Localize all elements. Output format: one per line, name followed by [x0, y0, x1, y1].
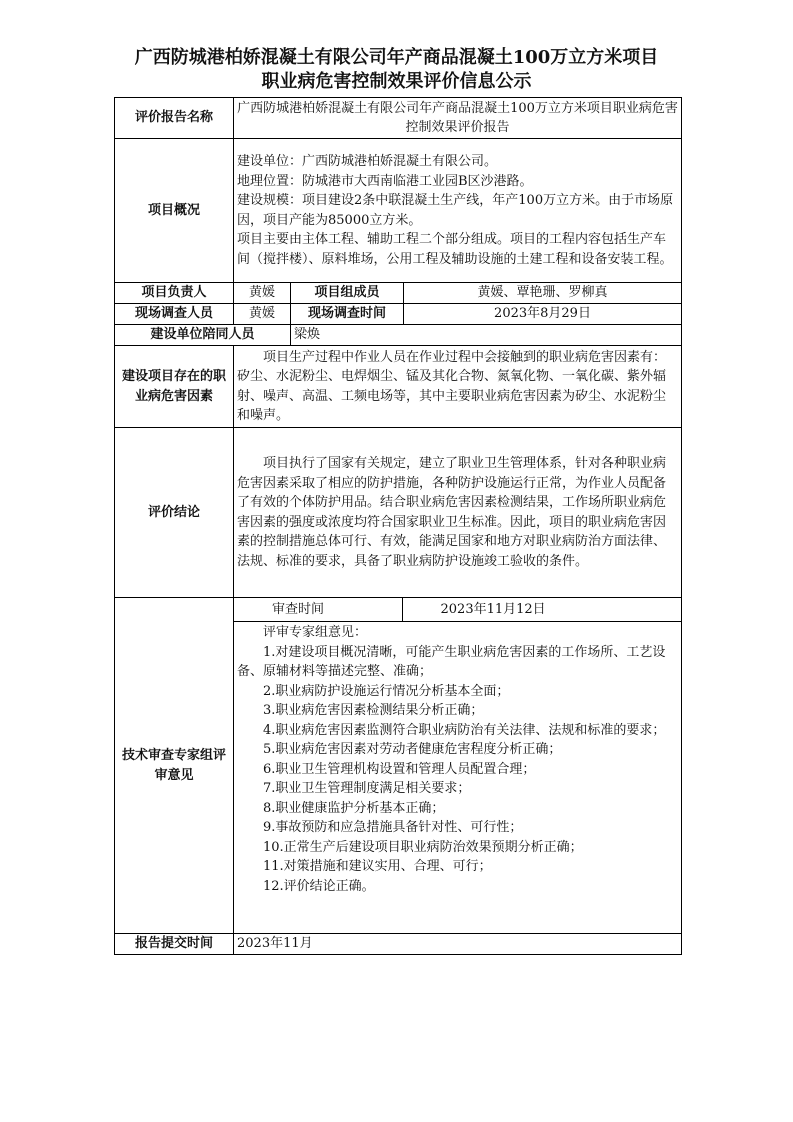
survey-staff-value: 黄媛: [234, 304, 291, 325]
leader-label: 项目负责人: [115, 283, 234, 304]
row-survey: [115, 304, 682, 325]
info-table: [114, 97, 682, 955]
review-item: 3.职业病危害因素检测结果分析正确；: [263, 703, 484, 718]
row-submit: [115, 934, 682, 955]
row-review: [115, 598, 682, 934]
row-overview: [115, 139, 682, 283]
escort-value: 梁焕: [291, 325, 682, 346]
leader-value: 黄媛: [234, 283, 291, 304]
survey-time-value: 2023年8月29日: [404, 304, 682, 325]
review-item: 9.事故预防和应急措施具备针对性、可行性；: [263, 820, 523, 835]
conclusion-value: 项目执行了国家有关规定，建立了职业卫生管理体系，针对各种职业病危害因素采取了相应的防护措施，各种防护设施运行正常，为作业人员配备了有效的个体防护用品。结合职业病危害因素检测结果，工作场所职业病危害因素的强度或浓度均符合国家职业卫生标准。因此，项目的职业病危害因素的控制措施总体可行、有效，能满足国家和地方对职业病防治方面法律、法规、标准的要求，具备了职业病防护设施竣工验收的条件。: [234, 428, 682, 598]
review-time-label: 审查时间: [234, 598, 402, 621]
review-opinion: [234, 621, 681, 896]
submit-value: 2023年11月: [234, 934, 682, 955]
report-name-label: 评价报告名称: [115, 98, 234, 139]
review-item: 7.职业卫生管理制度满足相关要求；: [263, 781, 471, 796]
row-conclusion: [115, 428, 682, 598]
overview-line: 建设单位：广西防城港柏娇混凝土有限公司。: [237, 154, 498, 169]
overview-line: 建设规模：项目建设2条中联混凝土生产线，年产100万立方米。由于市场原因，项目产能为85000立方米。: [237, 193, 674, 228]
members-value: 黄媛、覃艳珊、罗柳真: [404, 283, 682, 304]
review-block: [234, 598, 682, 934]
overview-line: 项目主要由主体工程、辅助工程二个部分组成。项目的工程内容包括生产车间（搅拌楼）、原料堆场，公用工程及辅助设施的土建工程和设备安装工程。: [237, 232, 673, 267]
title-line-1: 广西防城港柏娇混凝土有限公司年产商品混凝土100万立方米项目: [134, 47, 659, 68]
members-label: 项目组成员: [291, 283, 404, 304]
review-item: 8.职业健康监护分析基本正确；: [263, 800, 445, 816]
row-hazards: [115, 346, 682, 428]
conclusion-label: 评价结论: [115, 428, 234, 598]
review-item: 10.正常生产后建设项目职业病防治效果预期分析正确；: [263, 839, 583, 855]
overview-value: [234, 139, 682, 283]
review-item: 1.对建设项目概况清晰，可能产生职业病危害因素的工作场所、工艺设备、原辅材料等描述完整、准确；: [237, 644, 666, 679]
review-item: 12.评价结论正确。: [263, 878, 375, 894]
row-escort: [115, 325, 682, 346]
review-time-table: [234, 598, 681, 621]
review-item: 11.对策措施和建议实用、合理、可行；: [263, 859, 492, 874]
review-time-value: 2023年11月12日: [440, 601, 546, 617]
review-item: 5.职业病危害因素对劳动者健康危害程度分析正确；: [263, 742, 562, 757]
review-opinion-title: 评审专家组意见：: [263, 625, 368, 640]
submit-label: 报告提交时间: [115, 934, 234, 955]
overview-line: 地理位置：防城港市大西南临港工业园B区沙港路。: [237, 173, 533, 189]
document-title: [100, 46, 693, 94]
review-label: 技术审查专家组评审意见: [115, 598, 234, 934]
title-line-2: 职业病危害控制效果评价信息公示: [261, 71, 532, 92]
report-name-value: 广西防城港柏娇混凝土有限公司年产商品混凝土100万立方米项目职业病危害控制效果评价报告: [234, 98, 682, 139]
review-item: 4.职业病危害因素监测符合职业病防治有关法律、法规和标准的要求；: [263, 722, 666, 738]
row-report-name: [115, 98, 682, 139]
survey-staff-label: 现场调查人员: [115, 304, 234, 325]
hazards-value: 项目生产过程中作业人员在作业过程中会接触到的职业病危害因素有：矽尘、水泥粉尘、电焊烟尘、锰及其化合物、氮氧化物、一氧化碳、紫外辐射、噪声、高温、工频电场等，其中主要职业病危害因素为矽尘、水泥粉尘和噪声。: [234, 346, 682, 428]
overview-label: 项目概况: [115, 139, 234, 283]
review-item: 6.职业卫生管理机构设置和管理人员配置合理；: [263, 761, 536, 777]
row-leader: [115, 283, 682, 304]
review-item: 2.职业病防护设施运行情况分析基本全面；: [263, 683, 510, 699]
hazards-label: 建设项目存在的职业病危害因素: [115, 346, 234, 428]
escort-label: 建设单位陪同人员: [115, 325, 291, 346]
survey-time-label: 现场调查时间: [291, 304, 404, 325]
